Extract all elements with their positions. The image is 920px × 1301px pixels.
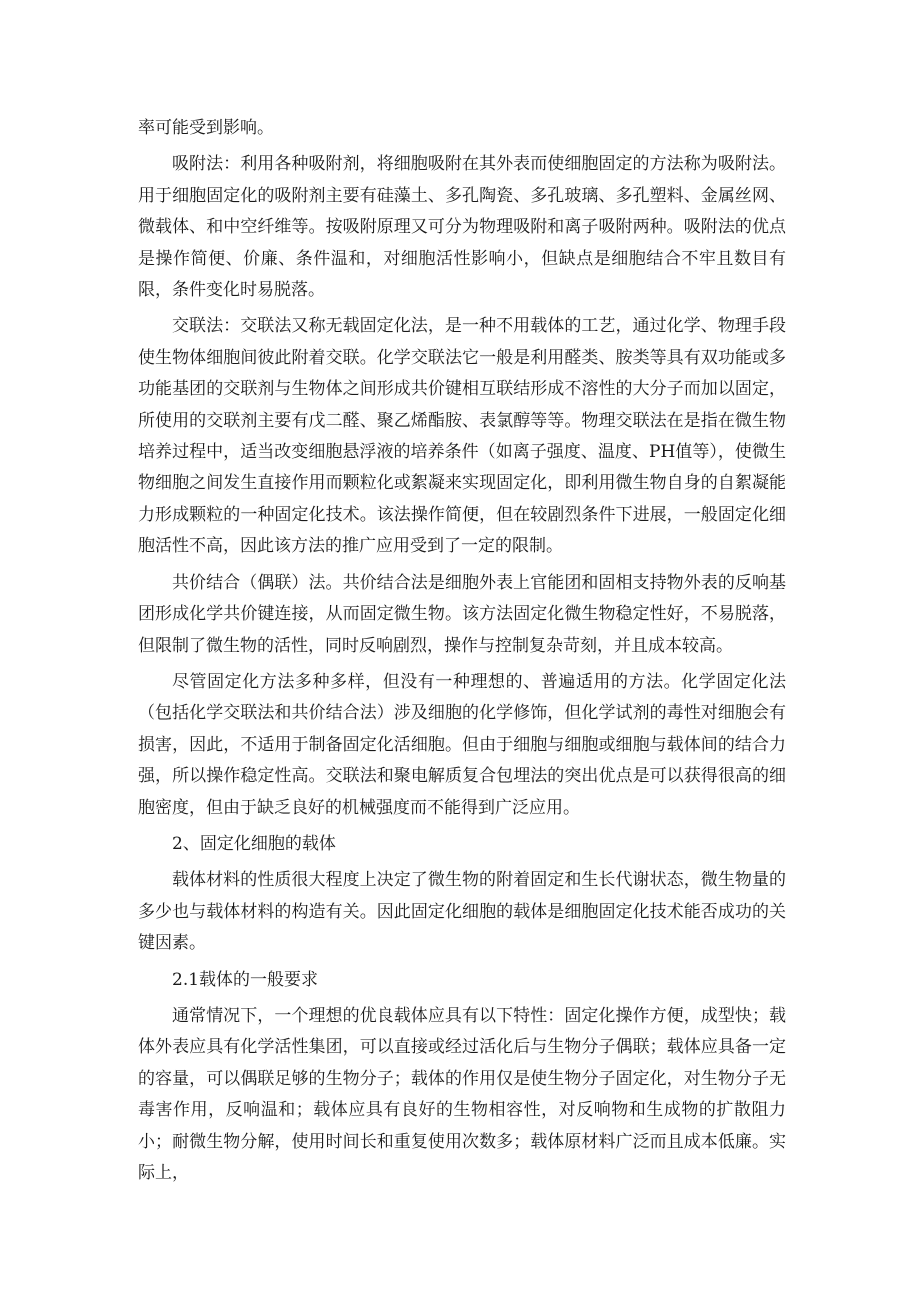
paragraph-adsorption-method: 吸附法：利用各种吸附剂，将细胞吸附在其外表而使细胞固定的方法称为吸附法。用于细胞固定化的吸附剂主要有硅藻土、多孔陶瓷、多孔玻璃、多孔塑料、金属丝网、微载体、和中空纤维等。按吸附原理又可分为物理吸附和离子吸附两种。吸附法的优点是操作简便、价廉、条件温和，对细胞活性影响小，但缺点是细胞结合不牢且数目有限，条件变化时易脱落。: [138, 154, 786, 301]
paragraph-method-comparison: 尽管固定化方法多种多样，但没有一种理想的、普遍适用的方法。化学固定化法（包括化学交联法和共价结合法）涉及细胞的化学修饰，但化学试剂的毒性对细胞会有损害，因此，不适用于制备固定化活细胞。但由于细胞与细胞或细胞与载体间的结合力强，所以操作稳定性高。交联法和聚电解质复合包埋法的突出优点是可以获得很高的细胞密度，但由于缺乏良好的机械强度而不能得到广泛应用。: [138, 671, 786, 818]
paragraph-crosslinking-method: 交联法：交联法又称无载固定化法，是一种不用载体的工艺，通过化学、物理手段使生物体细胞间彼此附着交联。化学交联法它一般是利用醛类、胺类等具有双功能或多功能基团的交联剂与生物体之间形成共价键相互联结形成不溶性的大分子而加以固定，所使用的交联剂主要有戊二醛、聚乙烯酯胺、表氯醇等等。物理交联法在是指在微生物培养过程中，适当改变细胞悬浮液的培养条件（如离子强度、温度、PH值等），使微生物细胞之间发生直接作用而颗粒化或絮凝来实现固定化，即利用微生物自身的自絮凝能力形成颗粒的一种固定化技术。该法操作简便，但在较剧烈条件下进展，一般固定化细胞活性不高，因此该方法的推广应用受到了一定的限制。: [138, 316, 786, 557]
subsection-heading-carrier-requirements: 2.1载体的一般要求: [172, 969, 319, 990]
section-heading-carriers: 2、固定化细胞的载体: [172, 833, 336, 854]
document-body: [138, 113, 786, 1194]
paragraph-covalent-binding-method: 共价结合（偶联）法。共价结合法是细胞外表上官能团和固相支持物外表的反响基团形成化学共价键连接，从而固定微生物。该方法固定化微生物稳定性好，不易脱落，但限制了微生物的活性，同时反响剧烈，操作与控制复杂苛刻，并且成本较高。: [138, 572, 786, 656]
paragraph-carrier-importance: 载体材料的性质很大程度上决定了微生物的附着固定和生长代谢状态，微生物量的多少也与载体材料的构造有关。因此固定化细胞的载体是细胞固定化技术能否成功的关键因素。: [138, 870, 786, 954]
paragraph-carrier-requirements: 通常情况下，一个理想的优良载体应具有以下特性：固定化操作方便，成型快；载体外表应具有化学活性集团，可以直接或经过活化后与生物分子偶联；载体应具备一定的容量，可以偶联足够的生物分子；载体的作用仅是使生物分子固定化，对生物分子无毒害作用，反响温和；载体应具有良好的生物相容性，对反响物和生成物的扩散阻力小；耐微生物分解，使用时间长和重复使用次数多；载体原材料广泛而且成本低廉。实际上，: [138, 1005, 786, 1183]
paragraph-continuation: 率可能受到影响。: [138, 118, 274, 138]
